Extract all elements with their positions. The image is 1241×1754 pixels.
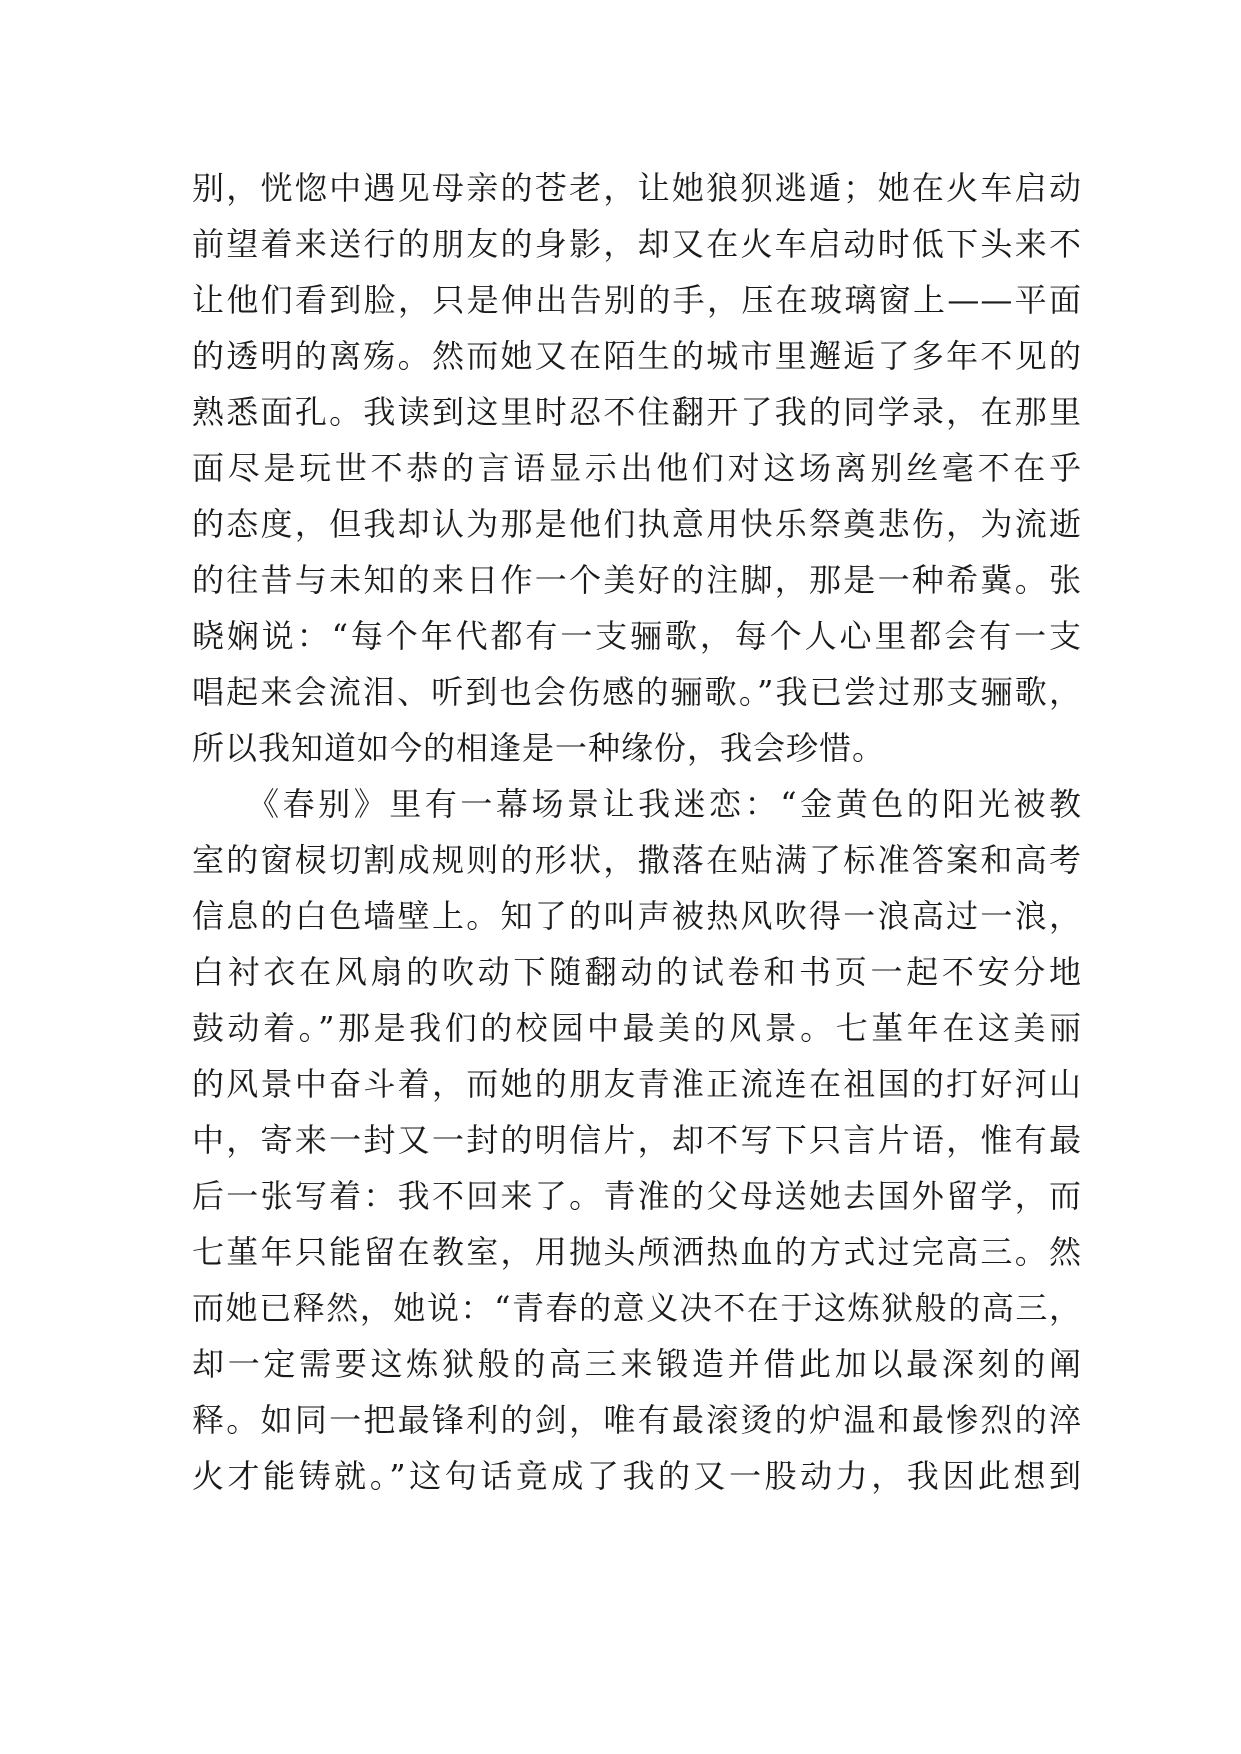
text-line: 后一张写着：我不回来了。青淮的父母送她去国外留学，而 [192,1177,1082,1215]
text-line: 信息的白色墙壁上。知了的叫声被热风吹得一浪高过一浪， [192,897,1082,935]
text-line: 鼓动着。”那是我们的校园中最美的风景。七堇年在这美丽 [192,1009,1082,1047]
text-line: 而她已释然，她说：“青春的意义决不在于这炼狱般的高三， [192,1289,1082,1327]
body-text [192,160,1082,1504]
text-line: 唱起来会流泪、听到也会伤感的骊歌。”我已尝过那支骊歌， [192,673,1082,711]
text-line: 所以我知道如今的相逢是一种缘份，我会珍惜。 [192,729,886,767]
text-line: 火才能铸就。”这句话竟成了我的又一股动力，我因此想到 [192,1457,1082,1495]
text-line: 却一定需要这炼狱般的高三来锻造并借此加以最深刻的阐 [192,1345,1082,1383]
text-line: 晓娴说：“每个年代都有一支骊歌，每个人心里都会有一支 [192,617,1082,655]
text-line: 中，寄来一封又一封的明信片，却不写下只言片语，惟有最 [192,1121,1082,1159]
text-line: 七堇年只能留在教室，用抛头颅洒热血的方式过完高三。然 [192,1233,1082,1271]
text-line: 白衬衣在风扇的吹动下随翻动的试卷和书页一起不安分地 [192,953,1082,991]
text-line: 《春别》里有一幕场景让我迷恋：“金黄色的阳光被教 [192,785,1082,823]
text-line: 让他们看到脸，只是伸出告别的手，压在玻璃窗上——平面 [192,281,1082,319]
text-line: 熟悉面孔。我读到这里时忍不住翻开了我的同学录，在那里 [192,393,1082,431]
text-line: 室的窗棂切割成规则的形状，撒落在贴满了标准答案和高考 [192,841,1082,879]
text-line: 面尽是玩世不恭的言语显示出他们对这场离别丝毫不在乎 [192,449,1082,487]
text-line: 的透明的离殇。然而她又在陌生的城市里邂逅了多年不见的 [192,337,1082,375]
text-line: 的风景中奋斗着，而她的朋友青淮正流连在祖国的打好河山 [192,1065,1082,1103]
text-line: 的态度，但我却认为那是他们执意用快乐祭奠悲伤，为流逝 [192,505,1082,543]
text-line: 释。如同一把最锋利的剑，唯有最滚烫的炉温和最惨烈的淬 [192,1401,1082,1439]
text-line: 前望着来送行的朋友的身影，却又在火车启动时低下头来不 [192,225,1082,263]
text-line: 别，恍惚中遇见母亲的苍老，让她狼狈逃遁；她在火车启动 [192,169,1082,207]
text-line: 的往昔与未知的来日作一个美好的注脚，那是一种希冀。张 [192,561,1082,599]
